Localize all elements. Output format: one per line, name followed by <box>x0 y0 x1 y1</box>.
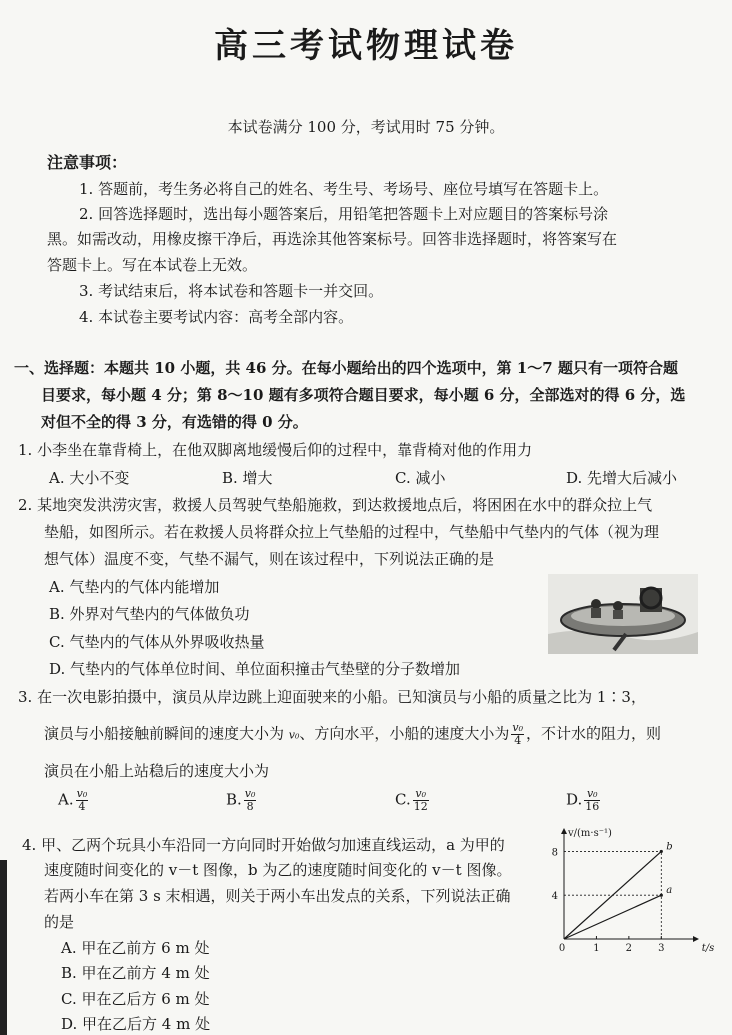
exam-info: 本试卷满分 100 分，考试用时 75 分钟。 <box>227 118 505 136</box>
option-fraction <box>244 788 257 813</box>
x-tick-label-2: 2 <box>625 943 633 954</box>
q3-stem-1: 3. 在一次电影拍摄中，演员从岸边跳上迎面驶来的小船。已知演员与小船的质量之比为 1∶3， <box>18 688 646 706</box>
option-fraction <box>413 788 429 813</box>
q2-option-d: D. 气垫内的气体单位时间、单位面积撞击气垫壁的分子数增加 <box>49 660 461 678</box>
y-axis-label: v/(m·s⁻¹) <box>568 828 612 839</box>
vt-graph <box>550 825 715 955</box>
series-point-a <box>660 894 663 897</box>
fraction-numerator: v₀ <box>413 788 429 801</box>
fraction-numerator: v₀ <box>512 721 524 734</box>
fraction-denominator: 4 <box>78 800 86 813</box>
x-tick-label-0: 0 <box>558 943 566 954</box>
section-instructions-1: 一、选择题：本题共 10 小题，共 46 分。在每小题给出的四个选项中，第 1～7 题只有一项符合题 <box>14 359 678 377</box>
notice-line-2: 2. 回答选择题时，选出每小题答案后，用铅笔把答题卡上对应题目的答案标号涂 <box>79 205 609 223</box>
y-tick-label-4: 4 <box>551 891 558 903</box>
q3-stem-2-text-a: 演员与小船接触前瞬间的速度大小为 <box>44 724 289 743</box>
section-instructions-2: 目要求，每小题 4 分；第 8～10 题有多项符合题目要求，每小题 6 分，全部选对的得 6 分，选 <box>41 386 686 404</box>
q3-option-d <box>566 788 602 813</box>
q3-option-a <box>58 788 90 813</box>
q3-v0-symbol: v₀ <box>288 728 300 742</box>
q4-option-c: C. 甲在乙后方 6 m 处 <box>61 990 210 1008</box>
x-tick-label-3: 3 <box>658 943 665 954</box>
q4-option-a: A. 甲在乙前方 6 m 处 <box>61 939 210 957</box>
fraction-numerator: v₀ <box>584 788 600 801</box>
q2-option-c: C. 气垫内的气体从外界吸收热量 <box>49 633 265 651</box>
binding-edge <box>0 860 7 1035</box>
series-point-b <box>660 850 663 853</box>
section-instructions-3: 对但不全的得 3 分，有选错的得 0 分。 <box>41 413 308 431</box>
notice-line-5: 3. 考试结束后，将本试卷和答题卡一并交回。 <box>79 282 384 300</box>
fraction-numerator: v₀ <box>76 787 88 800</box>
notice-line-1: 1. 答题前，考生务必将自己的姓名、考生号、考场号、座位号填写在答题卡上。 <box>79 180 609 198</box>
q4-stem-4: 的是 <box>44 913 75 931</box>
option-label: C. <box>395 790 411 809</box>
q1-option-b: B. 增大 <box>222 469 273 487</box>
series-label-b: b <box>666 841 673 853</box>
q4-option-d: D. 甲在乙后方 4 m 处 <box>61 1015 211 1033</box>
q2-stem-2: 垫船，如图所示。若在救援人员将群众拉上气垫船的过程中，气垫船中气垫内的气体（视为理 <box>44 523 660 541</box>
fraction-denominator: 12 <box>413 800 428 813</box>
series-line-a <box>564 895 661 939</box>
series-line-b <box>564 851 661 939</box>
q3-option-b <box>226 788 258 813</box>
q1-stem: 1. 小李坐在靠背椅上，在他双脚离地缓慢后仰的过程中，靠背椅对他的作用力 <box>18 441 533 459</box>
q4-stem-1: 4. 甲、乙两个玩具小车沿同一方向同时开始做匀加速直线运动，a 为甲的 <box>22 836 505 854</box>
q4-stem-3: 若两小车在第 3 s 末相遇，则关于两小车出发点的关系，下列说法正确 <box>44 887 511 905</box>
notice-line-4: 答题卡上。写在本试卷上无效。 <box>47 256 258 274</box>
x-tick-label-1: 1 <box>593 943 600 954</box>
y-tick-label-8: 8 <box>551 847 558 859</box>
x-axis-label: t/s <box>701 943 715 954</box>
fraction-denominator: 8 <box>246 800 254 813</box>
q4-stem-2: 速度随时间变化的 v－t 图像，b 为乙的速度随时间变化的 v－t 图像。 <box>44 861 512 879</box>
fraction-denominator: 4 <box>514 734 522 747</box>
q3-stem-2-text-b: 、方向水平，小船的速度大小为 <box>299 724 510 743</box>
option-fraction <box>584 788 600 813</box>
page-title: 高三考试物理试卷 <box>214 26 518 66</box>
q3-option-c <box>395 788 431 813</box>
q2-option-b: B. 外界对气垫内的气体做负功 <box>49 605 250 623</box>
option-label: D. <box>566 790 583 809</box>
q3-stem-3: 演员在小船上站稳后的速度大小为 <box>44 762 270 780</box>
q1-option-d: D. 先增大后减小 <box>566 469 678 487</box>
q4-option-b: B. 甲在乙前方 4 m 处 <box>61 964 210 982</box>
q1-option-a: A. 大小不变 <box>49 469 130 487</box>
notice-line-6: 4. 本试卷主要考试内容：高考全部内容。 <box>79 308 354 326</box>
q3-boat-speed-fraction <box>511 722 524 747</box>
q2-stem-3: 想气体）温度不变，气垫不漏气，则在该过程中，下列说法正确的是 <box>44 550 495 568</box>
q2-stem-1: 2. 某地突发洪涝灾害，救援人员驾驶气垫船施救，到达救援地点后，将困困在水中的群众拉上气 <box>18 496 653 514</box>
hovercraft-photo <box>548 574 698 654</box>
fraction-numerator: v₀ <box>244 787 256 800</box>
option-fraction <box>76 788 89 813</box>
notice-heading: 注意事项： <box>47 153 128 172</box>
q1-option-c: C. 减小 <box>395 469 446 487</box>
option-label: A. <box>58 790 74 809</box>
notice-line-3: 黑。如需改动，用橡皮擦干净后，再选涂其他答案标号。回答非选择题时，将答案写在 <box>47 230 618 248</box>
series-label-a: a <box>666 885 673 897</box>
q3-stem-2 <box>44 722 661 747</box>
q2-option-a: A. 气垫内的气体内能增加 <box>49 578 220 596</box>
option-label: B. <box>226 790 242 809</box>
q3-stem-2-text-c: ，不计水的阻力，则 <box>526 724 662 743</box>
fraction-denominator: 16 <box>585 800 600 813</box>
